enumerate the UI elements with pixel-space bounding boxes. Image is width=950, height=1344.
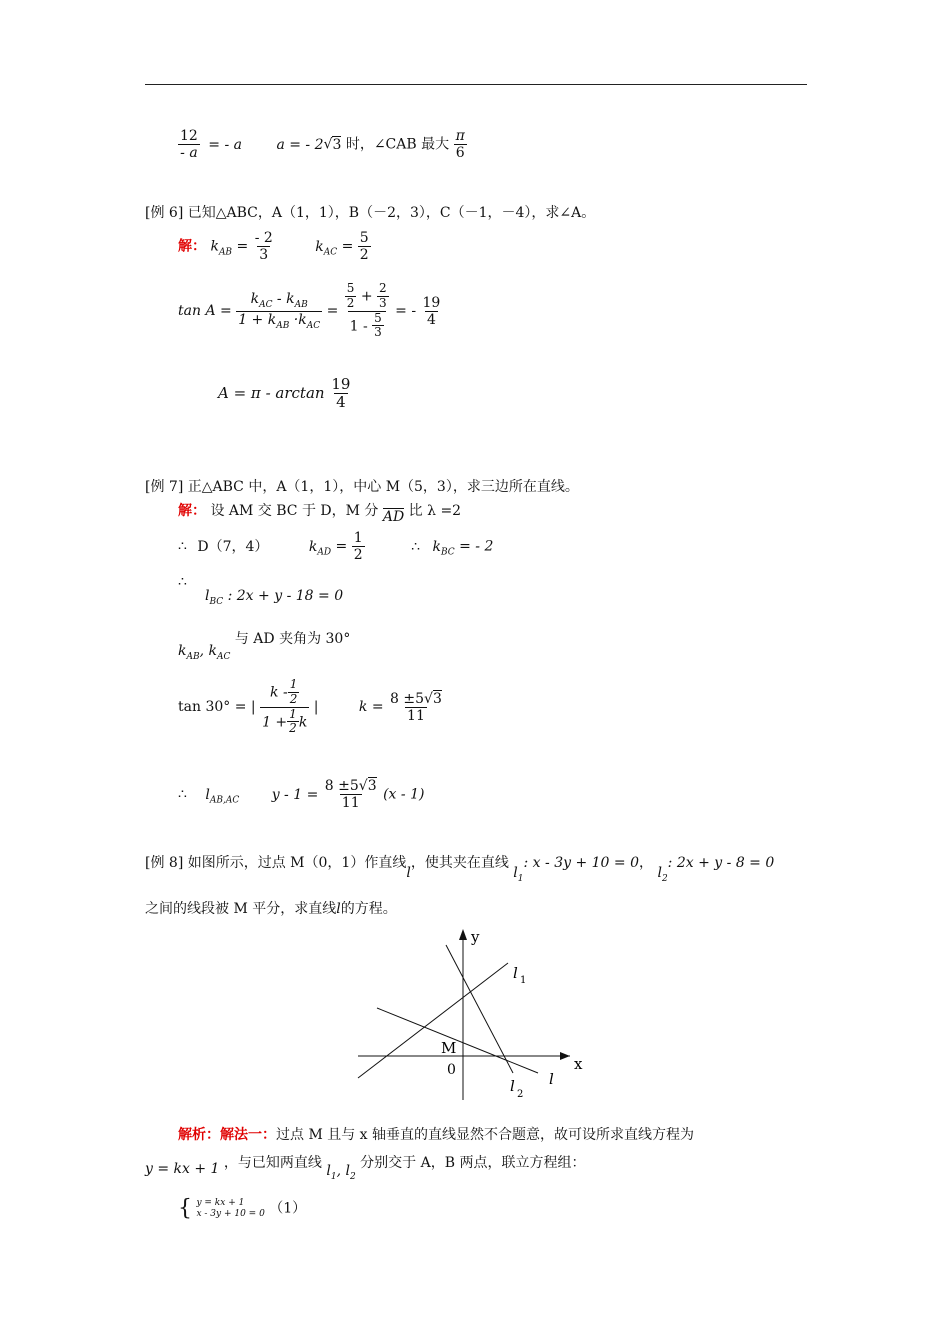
x-label: x: [574, 1055, 583, 1073]
kab-denominator: 3: [259, 247, 269, 264]
l-label: l: [549, 1070, 554, 1088]
analysis-line2: y = kx + 1 ，与已知两直线 $l_1$, $l_2$ 分别交于 A，B 两点，联立方程组：: [145, 1155, 586, 1182]
tan30-label: tan 30°: [178, 699, 231, 716]
y-fraction: $\frac{8 \pm 5√3}{11}$: [324, 778, 377, 812]
solution-text: 设 AM 交 BC 于 D，M 分: [210, 503, 379, 519]
header-rule: [145, 84, 807, 85]
example7-solution: [178, 500, 462, 525]
therefore-symbol: ∴: [178, 786, 187, 803]
point-D: D（7，4）: [197, 538, 269, 555]
example8-line2: 之间的线段被 M 平分，求直线l的方程。: [145, 901, 397, 917]
ratio-text: 比 λ =2: [408, 503, 462, 519]
l1-subscript: 1: [520, 975, 527, 986]
A-equation: [218, 376, 352, 412]
solution-label: 解：: [178, 238, 206, 255]
result-fraction: $\frac{19}{4}$: [422, 294, 441, 328]
angle-text: 与 AD 夹角为 30°: [234, 631, 351, 647]
k-symbol: k: [210, 238, 219, 255]
therefore-symbol: ∴: [411, 538, 421, 555]
lbc-equation: $l_{BC}$ : 2x + y - 18 = 0: [205, 588, 344, 607]
example6-title: [例 6] 已知△ABC，A（1，1），B（－2，3），C（－1，－4），求∠A。: [145, 205, 596, 221]
kbc-value: = - 2: [459, 538, 494, 555]
result-eq: = -: [395, 303, 417, 320]
fraction-denominator: - a: [180, 145, 198, 162]
example8-title: [例 8] 如图所示，过点 M（0，1）作直线l，使其夹在直线 $l_1$: x - 3y + 10 = 0， $l_2$: 2x + y - 8 = 0: [145, 855, 775, 884]
k-subscript: AB: [218, 247, 233, 258]
tan30-fraction: k - $\frac{1}{2}$ 1 + $\frac{1}{2}$ k: [262, 677, 308, 736]
therefore-symbol: ∴: [178, 574, 187, 590]
max-angle-text: 时，∠CAB 最大: [345, 136, 450, 153]
x-axis-arrow: [560, 1052, 570, 1060]
sqrt-sign: √: [323, 136, 333, 153]
y-label: y: [471, 928, 480, 946]
equation-system: { y = kx + 1 x - 3y + 10 = 0 （1）: [178, 1196, 307, 1221]
coordinate-figure: [350, 925, 590, 1105]
kac-fraction: [358, 230, 371, 263]
analysis-label: 解析：解法一：: [178, 1127, 276, 1143]
y-axis-arrow: [459, 929, 467, 940]
sqrt-radicand: 3: [332, 136, 342, 153]
equation-rhs: = - a: [208, 136, 242, 153]
tanA-equation: tan A = $\frac{k_{AC} - k_{AB}}{1 + k_{AB} \cdot k_{AC}}$ = $\frac{5}{2}$ + $\frac{2}{3}$ 1 - $\frac{5}{3}$ = - $\frac{19}{4}$: [178, 281, 441, 340]
example6-slopes: 解： $k_{AB}$ = $\frac{- 2}{3}$ $k_{AC}$ = $\frac{5}{2}$: [178, 230, 369, 264]
line-ab-ac-equation: ∴ $l_{AB,AC}$ y - 1 = $\frac{8 \pm 5√3}{11}$ (x - 1): [178, 778, 425, 812]
therefore-symbol: ∴: [178, 538, 187, 555]
tanA-label: tan A =: [178, 303, 232, 320]
tan30-equation: tan 30° = | k - $\frac{1}{2}$ 1 + $\frac{1}{2}$ k | k = $\frac{8 \pm 5√3}{11}$: [178, 677, 442, 736]
l1-label: l: [513, 964, 518, 982]
a-value: a = - 2: [276, 136, 324, 153]
l2-label: l: [510, 1077, 515, 1095]
kac-denominator: 2: [359, 247, 369, 264]
example7-title: [例 7] 正△ABC 中，A（1，1），中心 M（5，3），求三边所在直线。: [145, 479, 579, 495]
fraction-numerator: 12: [180, 128, 198, 144]
k-symbol: k: [315, 238, 324, 255]
line1-expression: [178, 128, 467, 161]
k-subscript: AC: [323, 247, 338, 258]
pi-fraction: [454, 128, 467, 161]
D-and-slopes: ∴ D（7，4） $k_{AD}$ = $\frac{1}{2}$ ∴ $k_{BC}$ = - 2: [178, 530, 494, 564]
solution-label: 解：: [178, 503, 206, 519]
origin-label: 0: [447, 1062, 456, 1078]
A-eq-text: A = π - arctan: [218, 383, 325, 402]
pi-denominator: 6: [455, 145, 465, 162]
angle-condition: $k_{AB}$, $k_{AC}$ 与 AD 夹角为 30°: [178, 631, 351, 662]
A-fraction: $\frac{19}{4}$: [331, 375, 351, 412]
k-fraction: $\frac{8 \pm 5√3}{11}$: [390, 690, 442, 724]
kab-numerator: - 2: [254, 230, 273, 246]
tanA-fraction: $\frac{k_{AC} - k_{AB}}{1 + k_{AB} \cdot k_{AC}}$: [238, 291, 321, 331]
fraction: [178, 128, 200, 161]
compound-fraction: $\frac{5}{2}$ + $\frac{2}{3}$ 1 - $\frac{5}{3}$: [346, 281, 387, 340]
kab-fraction: [253, 230, 275, 263]
vector-AD: AD: [382, 509, 405, 525]
kad-fraction: $\frac{1}{2}$: [353, 530, 363, 564]
kac-numerator: 5: [359, 230, 369, 246]
analysis-line1: 解析：解法一：过点 M 且与 x 轴垂直的直线显然不合题意，故可设所求直线方程为: [178, 1127, 695, 1143]
l2-subscript: 2: [517, 1089, 524, 1100]
line-l: [377, 1008, 538, 1073]
M-label: M: [441, 1039, 457, 1057]
pi-numerator: π: [455, 128, 465, 144]
